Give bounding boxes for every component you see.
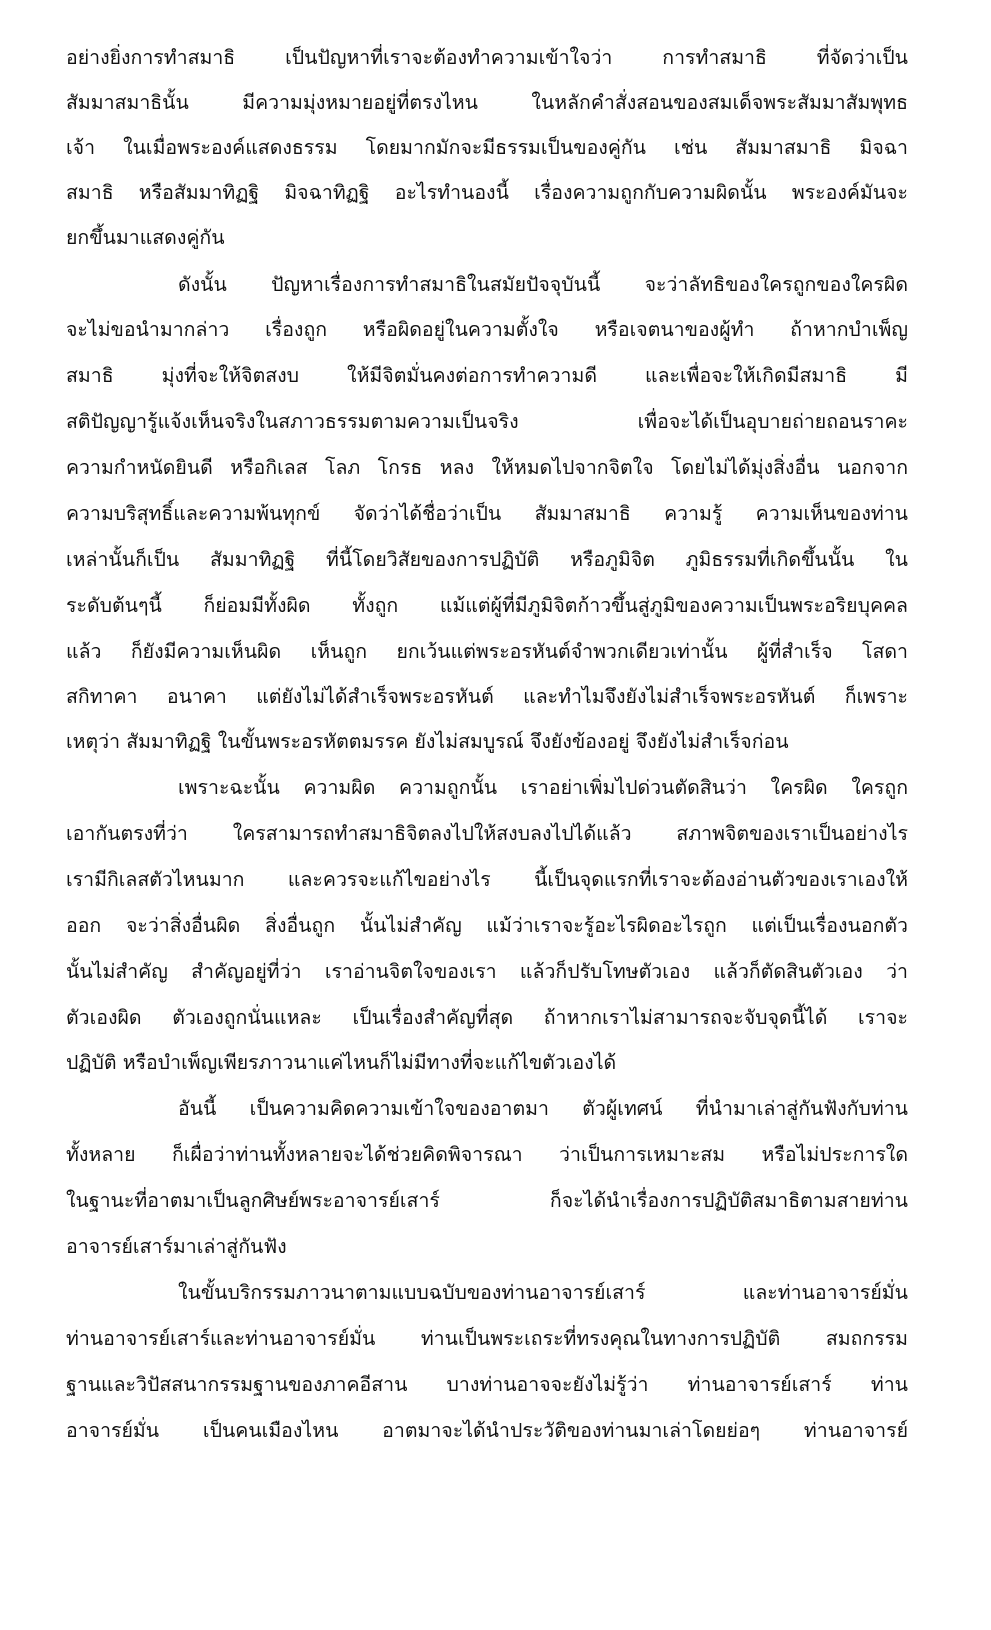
text-line: สมาธิ มุ่งที่จะให้จิตสงบ ให้มีจิตมั่นคงต่อการทำความดี และเพื่อจะให้เกิดมีสมาธิ มี	[66, 364, 908, 387]
text-line: ฐานและวิปัสสนากรรมฐานของภาคอีสาน บางท่านอาจจะยังไม่รู้ว่า ท่านอาจารย์เสาร์ ท่าน	[66, 1373, 908, 1396]
paragraph-first-line: ในขั้นบริกรรมภาวนาตามแบบฉบับของท่านอาจารย์เสาร์ และท่านอาจารย์มั่น	[178, 1281, 908, 1304]
text-line: อย่างยิ่งการทำสมาธิ เป็นปัญหาที่เราจะต้องทำความเข้าใจว่า การทำสมาธิ ที่จัดว่าเป็น	[66, 46, 908, 69]
text-line: อาจารย์เสาร์มาเล่าสู่กันฟัง	[66, 1235, 287, 1258]
text-line: เหตุว่า สัมมาทิฏฐิ ในขั้นพระอรหัตตมรรค ยังไม่สมบูรณ์ จึงยังข้องอยู่ จึงยังไม่สำเร็จก่อน	[66, 730, 789, 753]
text-line: ปฏิบัติ หรือบำเพ็ญเพียรภาวนาแค่ไหนก็ไม่มีทางที่จะแก้ไขตัวเองได้	[66, 1051, 617, 1074]
text-line: ในฐานะที่อาตมาเป็นลูกศิษย์พระอาจารย์เสาร์ ก็จะได้นำเรื่องการปฏิบัติสมาธิตามสายท่าน	[66, 1189, 908, 1212]
text-line: จะไม่ขอนำมากล่าว เรื่องถูก หรือผิดอยู่ในความตั้งใจ หรือเจตนาของผู้ทำ ถ้าหากบำเพ็ญ	[66, 318, 908, 341]
text-line: เรามีกิเลสตัวไหนมาก และควรจะแก้ไขอย่างไร นี้เป็นจุดแรกที่เราจะต้องอ่านตัวของเราเองให้	[66, 868, 908, 891]
text-line: นั้นไม่สำคัญ สำคัญอยู่ที่ว่า เราอ่านจิตใจของเรา แล้วก็ปรับโทษตัวเอง แล้วก็ตัดสินตัวเอง ว่า	[66, 960, 908, 983]
text-line: แล้ว ก็ยังมีความเห็นผิด เห็นถูก ยกเว้นแต่พระอรหันต์จำพวกเดียวเท่านั้น ผู้ที่สำเร็จ โสดา	[66, 640, 908, 663]
text-line: สกิทาคา อนาคา แต่ยังไม่ได้สำเร็จพระอรหันต์ และทำไมจึงยังไม่สำเร็จพระอรหันต์ ก็เพราะ	[66, 685, 908, 708]
text-line: ท่านอาจารย์เสาร์และท่านอาจารย์มั่น ท่านเป็นพระเถระที่ทรงคุณในทางการปฏิบัติ สมถกรรม	[66, 1327, 908, 1350]
paragraph-first-line: เพราะฉะนั้น ความผิด ความถูกนั้น เราอย่าเพิ่มไปด่วนตัดสินว่า ใครผิด ใครถูก	[178, 776, 908, 799]
text-line: ความบริสุทธิ์และความพ้นทุกข์ จัดว่าได้ชื่อว่าเป็น สัมมาสมาธิ ความรู้ ความเห็นของท่าน	[66, 502, 908, 525]
text-line: เหล่านั้นก็เป็น สัมมาทิฏฐิ ที่นี้โดยวิสัยของการปฏิบัติ หรือภูมิจิต ภูมิธรรมที่เกิดขึ้นนั้น ใน	[66, 548, 908, 571]
text-line: เจ้า ในเมื่อพระองค์แสดงธรรม โดยมากมักจะมีธรรมเป็นของคู่กัน เช่น สัมมาสมาธิ มิจฉา	[66, 136, 908, 159]
text-line: ออก จะว่าสิ่งอื่นผิด สิ่งอื่นถูก นั้นไม่สำคัญ แม้ว่าเราจะรู้อะไรผิดอะไรถูก แต่เป็นเรื่องนอกตัว	[66, 914, 908, 937]
paragraph-first-line: อันนี้ เป็นความคิดความเข้าใจของอาตมา ตัวผู้เทศน์ ที่นำมาเล่าสู่กันฟังกับท่าน	[178, 1097, 908, 1120]
text-line: ตัวเองผิด ตัวเองถูกนั่นแหละ เป็นเรื่องสำคัญที่สุด ถ้าหากเราไม่สามารถจะจับจุดนี้ได้ เราจะ	[66, 1006, 908, 1029]
text-line: ทั้งหลาย ก็เผื่อว่าท่านทั้งหลายจะได้ช่วยคิดพิจารณา ว่าเป็นการเหมาะสม หรือไม่ประการใด	[66, 1143, 908, 1166]
text-line: อาจารย์มั่น เป็นคนเมืองไหน อาตมาจะได้นำประวัติของท่านมาเล่าโดยย่อๆ ท่านอาจารย์	[66, 1419, 908, 1442]
text-line: สัมมาสมาธินั้น มีความมุ่งหมายอยู่ที่ตรงไหน ในหลักคำสั่งสอนของสมเด็จพระสัมมาสัมพุทธ	[66, 91, 908, 114]
text-line: เอากันตรงที่ว่า ใครสามารถทำสมาธิจิตลงไปให้สงบลงไปได้แล้ว สภาพจิตของเราเป็นอย่างไร	[66, 822, 908, 845]
text-line: สมาธิ หรือสัมมาทิฏฐิ มิจฉาทิฏฐิ อะไรทำนองนี้ เรื่องความถูกกับความผิดนั้น พระองค์มันจะ	[66, 181, 908, 204]
text-line: สติปัญญารู้แจ้งเห็นจริงในสภาวธรรมตามความเป็นจริง เพื่อจะได้เป็นอุบายถ่ายถอนราคะ	[66, 410, 908, 433]
text-line: ยกขึ้นมาแสดงคู่กัน	[66, 226, 225, 249]
text-line: ความกำหนัดยินดี หรือกิเลส โลภ โกรธ หลง ให้หมดไปจากจิตใจ โดยไม่ได้มุ่งสิ่งอื่น นอกจาก	[66, 456, 908, 479]
paragraph-first-line: ดังนั้น ปัญหาเรื่องการทำสมาธิในสมัยปัจจุบันนี้ จะว่าลัทธิของใครถูกของใครผิด	[178, 273, 908, 296]
text-line: ระดับต้นๆนี้ ก็ย่อมมีทั้งผิด ทั้งถูก แม้แต่ผู้ที่มีภูมิจิตก้าวขึ้นสู่ภูมิของความเป็นพระอริยบุคคล	[66, 594, 908, 617]
